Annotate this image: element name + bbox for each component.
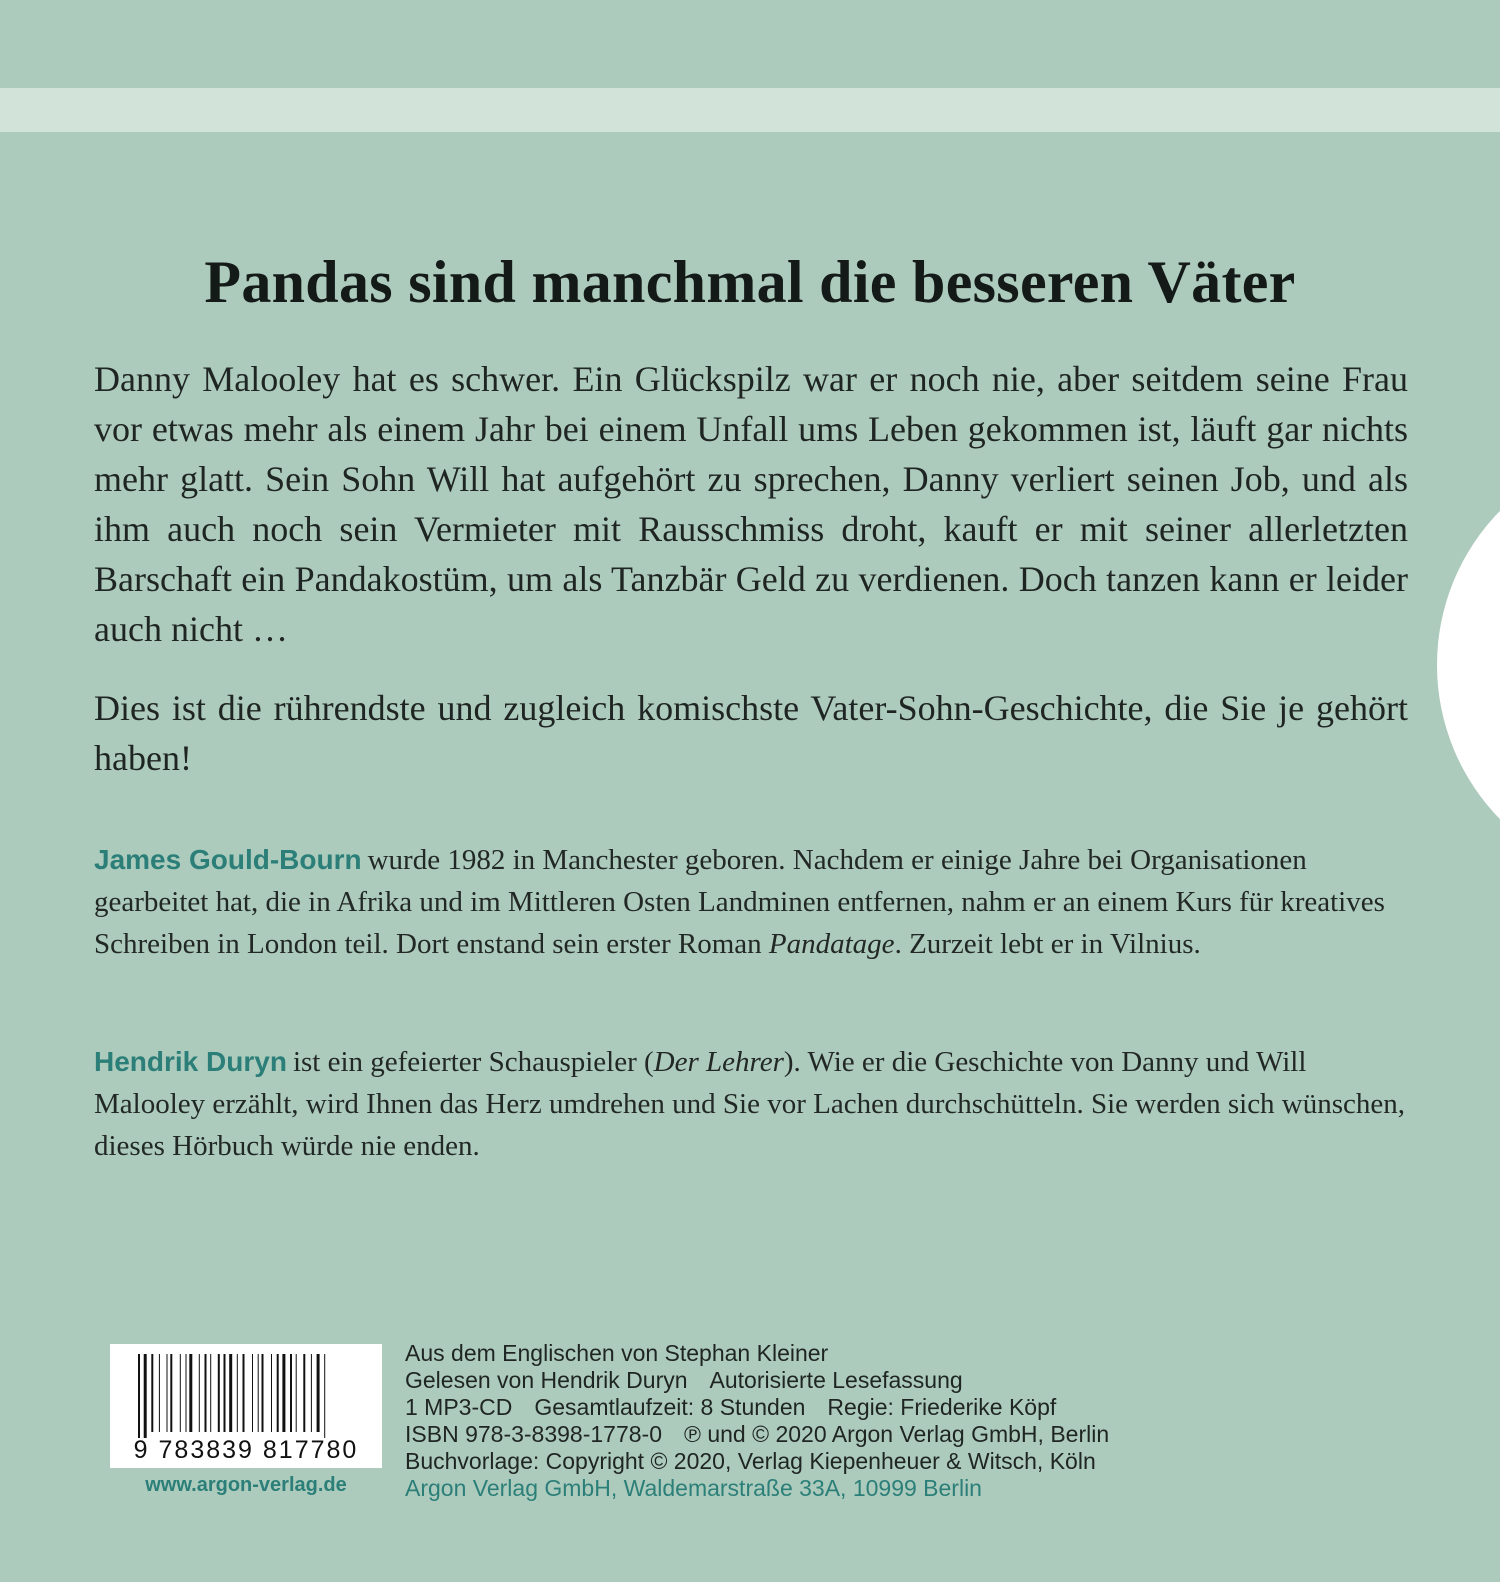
narrator-show-title: Der Lehrer (653, 1046, 784, 1078)
author-name: James Gould-Bourn (94, 844, 362, 875)
credit-director: Regie: Friederike Köpf (827, 1394, 1057, 1420)
credit-runtime: Gesamtlaufzeit: 8 Stunden (534, 1394, 806, 1420)
author-bio-text-1: wurde 1982 in Manchester geboren. Nachdem er einige Jahre bei Organisationen gearbeitet hat, die in Afrika und im Mittleren Osten Landminen entfernen, nahm er an einem Kurs für kreatives Schreiben in London teil. Dort enstand sein erster Roman (94, 844, 1385, 960)
author-bio (94, 839, 1414, 965)
top-band (0, 88, 1500, 132)
cd-disc-edge (1437, 445, 1500, 885)
credit-line-format (405, 1394, 1405, 1421)
credit-isbn: ISBN 978-3-8398-1778-0 (405, 1421, 662, 1447)
blurb-paragraph-2: Dies ist die rührendste und zugleich komischste Vater-Sohn-Geschichte, die Sie je gehört haben! (94, 688, 1408, 778)
narrator-bio-text-2: ). Wie er die Geschichte von Danny und Will Malooley erzählt, wird Ihnen das Herz umdrehen und Sie vor Lachen durchschütteln. Sie werden sich wünschen, dieses Hörbuch würde nie enden. (94, 1046, 1406, 1162)
narrator-bio-text-1: ist ein gefeierter Schauspieler ( (292, 1046, 654, 1078)
publisher-address: Argon Verlag GmbH, Waldemarstraße 33A, 10999 Berlin (405, 1475, 982, 1501)
author-bio-text-2: . Zurzeit lebt er in Vilnius. (894, 928, 1201, 960)
credit-rights: ℗ und © 2020 Argon Verlag GmbH, Berlin (684, 1421, 1110, 1447)
website-link[interactable]: www.argon-verlag.de (145, 1474, 347, 1496)
credit-source: Buchvorlage: Copyright © 2020, Verlag Kiepenheuer & Witsch, Köln (405, 1448, 1096, 1474)
credit-format: 1 MP3-CD (405, 1394, 513, 1420)
barcode-digits: 9 783839 817780 (133, 1436, 359, 1464)
barcode (110, 1344, 382, 1468)
narrator-bio (94, 1041, 1414, 1167)
narrator-name: Hendrik Duryn (94, 1046, 287, 1077)
credit-version: Autorisierte Lesefassung (709, 1367, 963, 1393)
author-book-title: Pandatage (768, 928, 895, 960)
credit-line-isbn (405, 1421, 1405, 1448)
blurb-paragraph-1: Danny Malooley hat es schwer. Ein Glückspilz war er noch nie, aber seitdem seine Frau vor etwas mehr als einem Jahr bei einem Unfall ums Leben gekommen ist, läuft gar nichts mehr glatt. Sein Sohn Will hat aufgehört zu sprechen, Danny verliert seinen Job, und als ihm auch noch sein Vermieter mit Rausschmiss droht, kauft er mit seiner allerletzten Barschaft ein Pandakostüm, um als Tanzbär Geld zu verdienen. Doch tanzen kann er leider auch nicht … (94, 359, 1408, 649)
credit-read-by: Gelesen von Hendrik Duryn (405, 1367, 688, 1393)
credits-block (405, 1340, 1405, 1502)
headline: Pandas sind manchmal die besseren Väter (204, 249, 1296, 315)
credit-translation: Aus dem Englischen von Stephan Kleiner (405, 1340, 829, 1366)
credit-line-reading (405, 1367, 1405, 1394)
